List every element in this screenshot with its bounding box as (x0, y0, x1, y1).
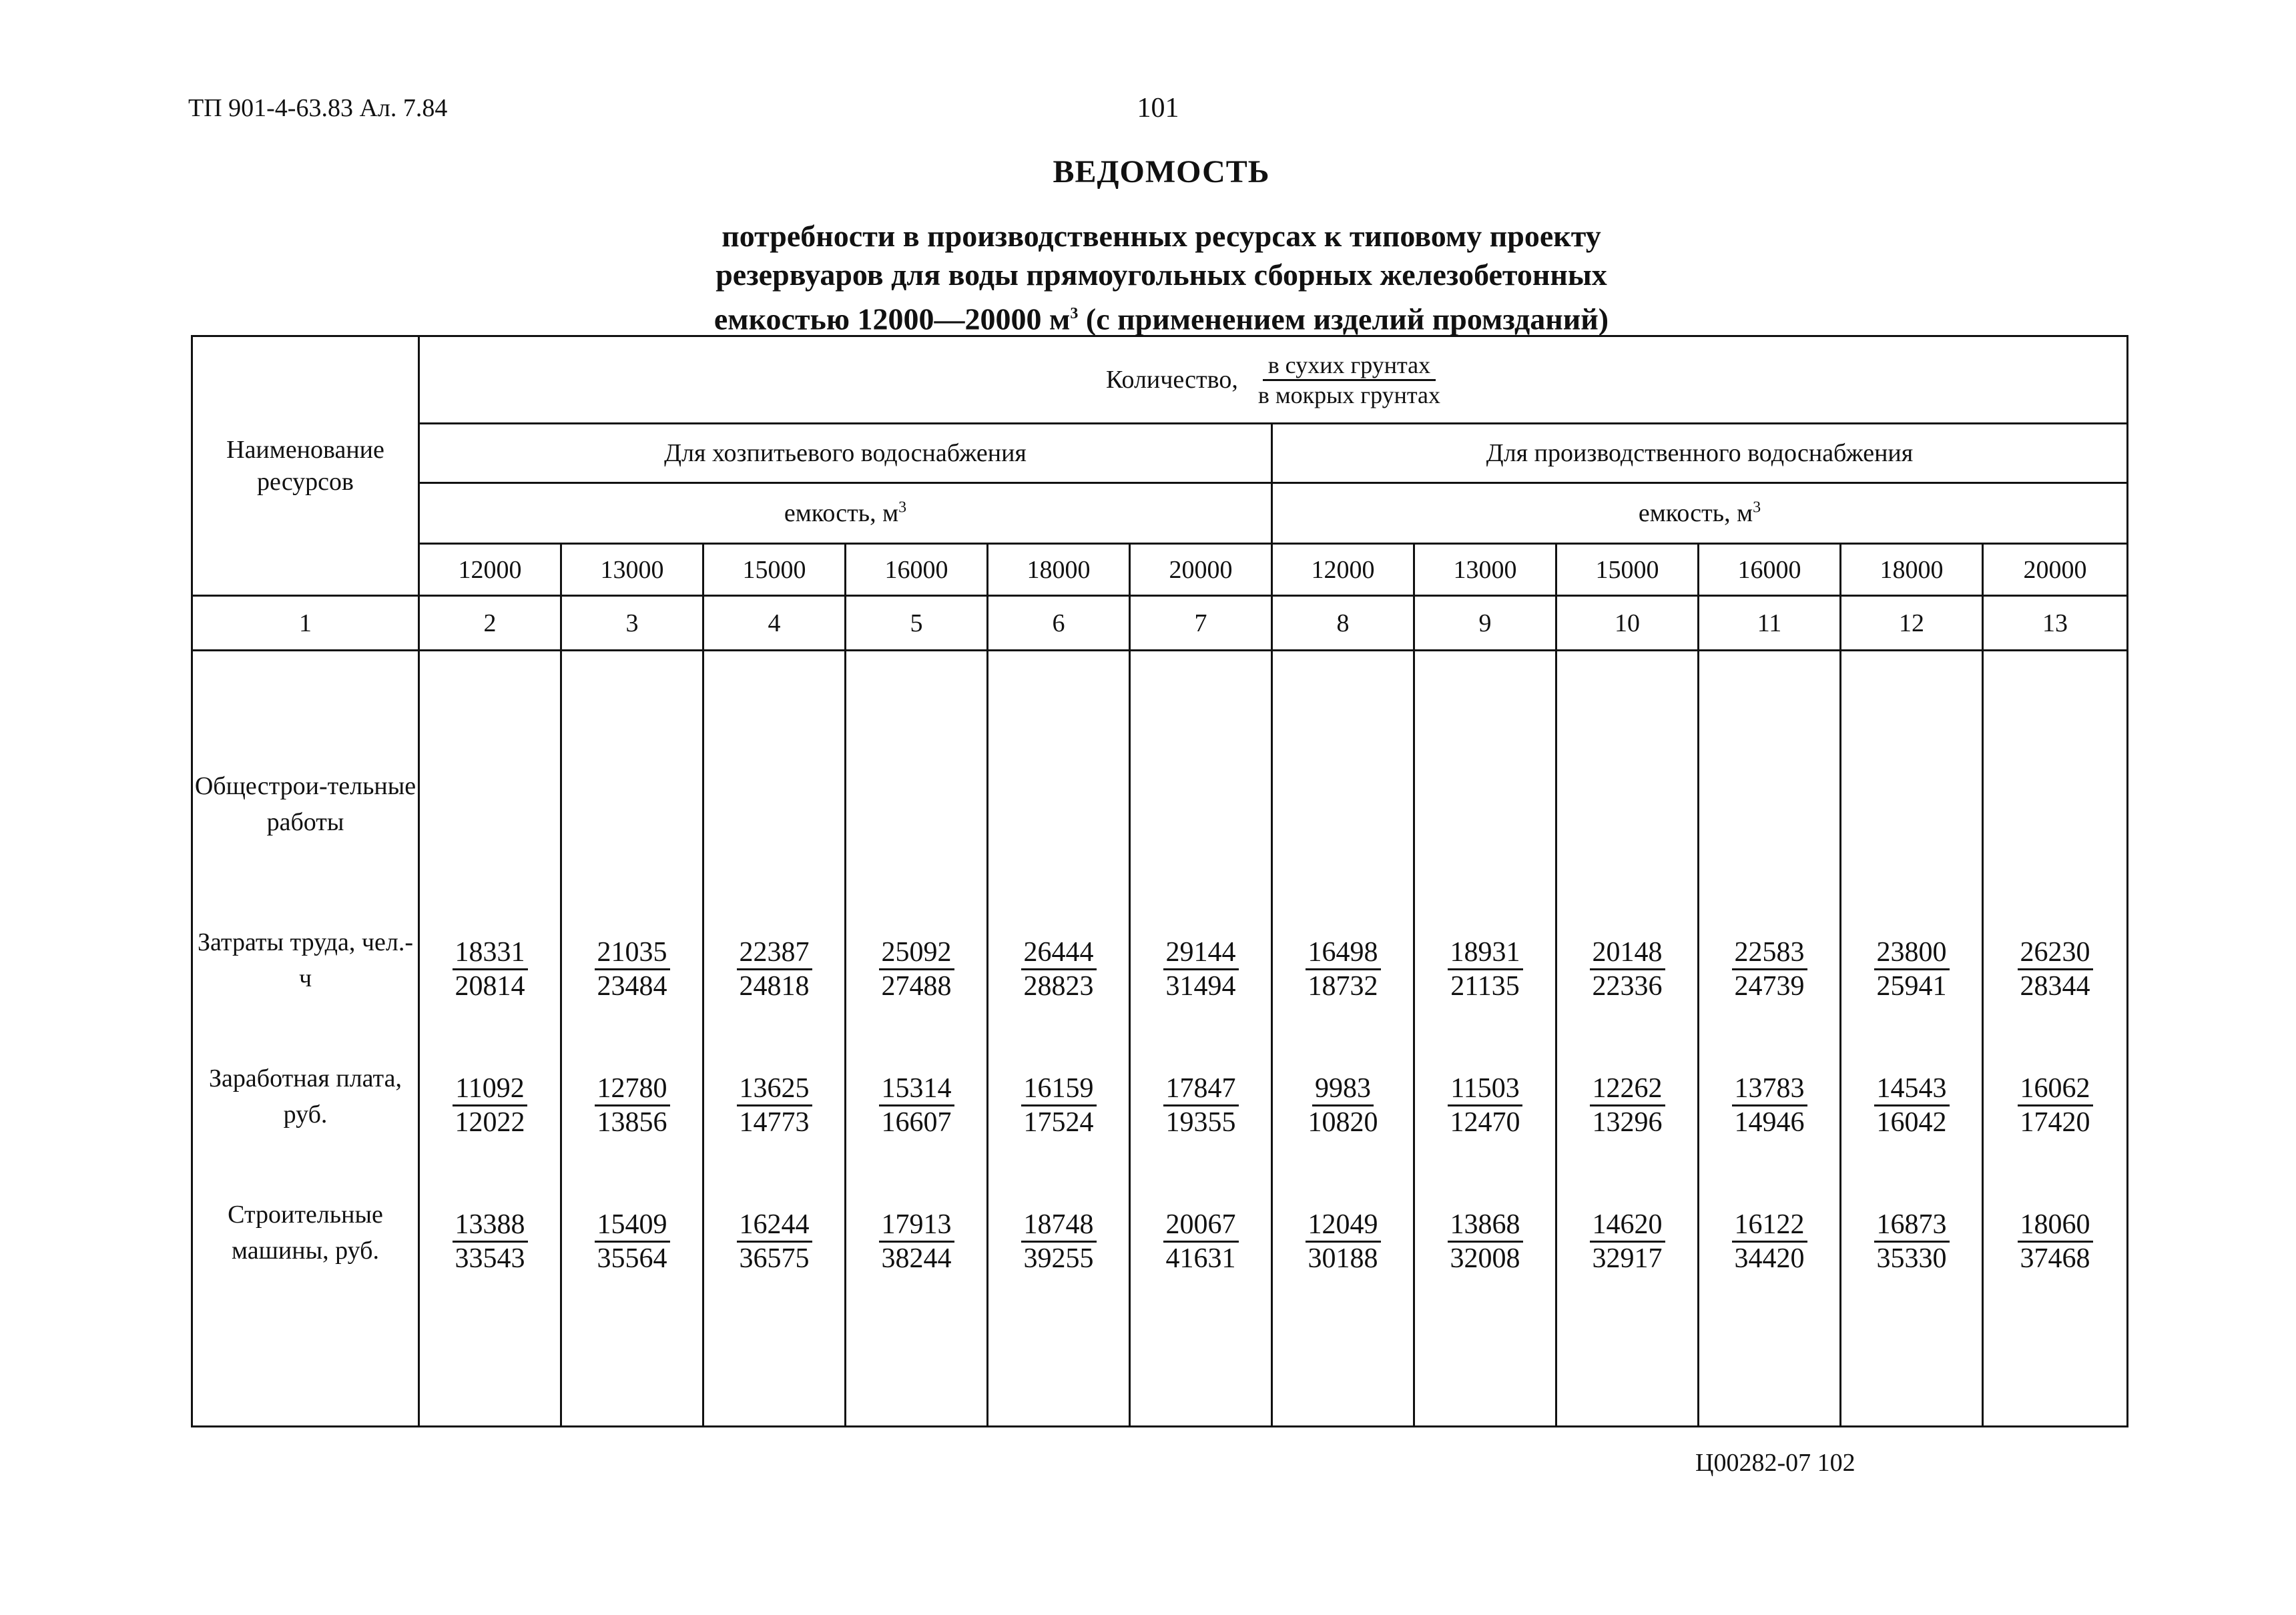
value-dry: 16122 (1732, 1209, 1807, 1243)
value-wet: 16607 (881, 1107, 952, 1138)
value-dry: 11092 (453, 1072, 527, 1106)
value-fraction (2018, 1209, 2093, 1345)
value-dry: 13783 (1732, 1072, 1807, 1106)
quantity-label: Количество, (1106, 366, 1238, 394)
value-dry: 16159 (1021, 1072, 1097, 1106)
value-wet: 17420 (2020, 1107, 2090, 1138)
value-fraction (1590, 1209, 1665, 1345)
value-wet: 28344 (2020, 971, 2090, 1002)
value-wet: 13856 (597, 1107, 667, 1138)
value-wet: 28823 (1023, 971, 1094, 1002)
value-fraction (1163, 1209, 1239, 1345)
data-column (561, 651, 703, 1427)
value-wet: 33543 (455, 1243, 525, 1274)
data-column (1983, 651, 2128, 1427)
quantity-dry-label: в сухих грунтах (1263, 352, 1436, 381)
column-number: 11 (1699, 596, 1841, 651)
value-dry: 13388 (453, 1209, 528, 1243)
data-column (1556, 651, 1699, 1427)
column-number: 4 (703, 596, 846, 651)
value-wet: 30188 (1308, 1243, 1378, 1274)
column-number: 5 (846, 596, 988, 651)
data-column (1841, 651, 1983, 1427)
value-dry: 15409 (595, 1209, 670, 1243)
capacity-header-industrial: емкость, $м^3$ (1272, 483, 2128, 544)
title-block (334, 153, 1989, 338)
value-dry: 16873 (1874, 1209, 1950, 1243)
value-fraction (1448, 1209, 1523, 1345)
quantity-wet-label: в мокрых грунтах (1257, 381, 1441, 408)
value-wet: 36575 (739, 1243, 810, 1274)
value-fraction (1021, 1209, 1097, 1345)
value-fraction (737, 936, 812, 1072)
value-dry: 12262 (1590, 1072, 1665, 1106)
value-dry: 16244 (737, 1209, 812, 1243)
value-wet: 13296 (1592, 1107, 1663, 1138)
value-dry: 20067 (1163, 1209, 1239, 1243)
resource-name: Затраты труда, чел.-ч (198, 928, 413, 992)
resource-names-column (192, 651, 419, 1427)
value-fraction (1732, 1072, 1807, 1209)
value-dry: 20148 (1590, 936, 1665, 970)
value-dry: 13868 (1448, 1209, 1523, 1243)
value-fraction (1163, 1072, 1239, 1209)
value-fraction (1021, 936, 1097, 1072)
title-line-3: емкостью 12000—20000 $м^3$ (с применением изделий промзданий) (713, 302, 1609, 336)
volume-header: 18000 (1841, 544, 1983, 596)
capacity-header-domestic: емкость, $м^3$ (419, 483, 1272, 544)
value-fraction (453, 1209, 528, 1345)
value-fraction (1163, 936, 1239, 1072)
volume-header: 16000 (846, 544, 988, 596)
document-code: ТП 901-4-63.83 Ал. 7.84 (188, 94, 448, 122)
value-fraction (1590, 936, 1665, 1072)
value-fraction (595, 1072, 670, 1209)
value-wet: 12022 (455, 1107, 525, 1138)
value-fraction (595, 936, 670, 1072)
value-wet: 14773 (739, 1107, 810, 1138)
value-wet: 35330 (1876, 1243, 1947, 1274)
column-number: 2 (419, 596, 561, 651)
value-dry: 16498 (1306, 936, 1381, 970)
value-dry: 18931 (1448, 936, 1523, 970)
value-fraction (453, 1072, 527, 1209)
value-wet: 17524 (1023, 1107, 1094, 1138)
value-fraction (453, 936, 528, 1072)
value-dry: 9983 (1312, 1072, 1374, 1106)
value-fraction (737, 1072, 812, 1209)
data-column (1699, 651, 1841, 1427)
column-number: 9 (1414, 596, 1556, 651)
column-number: 3 (561, 596, 703, 651)
value-wet: 32917 (1592, 1243, 1663, 1274)
section-label: Общестрои-тельные работы (194, 772, 416, 836)
volume-header: 13000 (1414, 544, 1556, 596)
volume-header: 20000 (1130, 544, 1272, 596)
volume-header: 20000 (1983, 544, 2128, 596)
value-wet: 37468 (2020, 1243, 2090, 1274)
value-dry: 25092 (879, 936, 954, 970)
value-dry: 14620 (1590, 1209, 1665, 1243)
value-fraction (1590, 1072, 1665, 1209)
volume-header: 16000 (1699, 544, 1841, 596)
quantity-header (419, 336, 2128, 424)
value-fraction (2018, 936, 2093, 1072)
value-dry: 13625 (737, 1072, 812, 1106)
group-domestic-header: Для хозпитьевого водоснабжения (419, 424, 1272, 483)
data-column (1414, 651, 1556, 1427)
value-wet: 41631 (1165, 1243, 1236, 1274)
resource-table (191, 335, 2128, 1427)
value-wet: 14946 (1734, 1107, 1805, 1138)
value-fraction (1021, 1072, 1097, 1209)
value-fraction (1308, 1072, 1378, 1209)
value-dry: 18748 (1021, 1209, 1097, 1243)
column-number: 1 (192, 596, 419, 651)
value-dry: 21035 (595, 936, 670, 970)
column-number: 7 (1130, 596, 1272, 651)
volume-header: 12000 (419, 544, 561, 596)
value-wet: 12470 (1450, 1107, 1520, 1138)
value-fraction (879, 1072, 954, 1209)
data-column (1130, 651, 1272, 1427)
volume-header: 12000 (1272, 544, 1414, 596)
data-column (419, 651, 561, 1427)
value-fraction (595, 1209, 670, 1345)
value-fraction (879, 936, 954, 1072)
data-column (1272, 651, 1414, 1427)
value-wet: 24818 (739, 971, 810, 1002)
value-wet: 18732 (1308, 971, 1378, 1002)
value-fraction (1732, 1209, 1807, 1345)
value-dry: 23800 (1874, 936, 1950, 970)
value-fraction (1448, 1072, 1522, 1209)
resource-name: Заработная плата, руб. (208, 1064, 402, 1128)
column-number: 10 (1556, 596, 1699, 651)
value-wet: 38244 (881, 1243, 952, 1274)
value-dry: 17913 (879, 1209, 954, 1243)
value-wet: 31494 (1165, 971, 1236, 1002)
value-fraction (1874, 1072, 1950, 1209)
value-fraction (1306, 936, 1381, 1072)
column-number: 8 (1272, 596, 1414, 651)
value-wet: 39255 (1023, 1243, 1094, 1274)
value-dry: 16062 (2018, 1072, 2093, 1106)
column-number: 12 (1841, 596, 1983, 651)
value-wet: 16042 (1876, 1107, 1947, 1138)
value-dry: 15314 (879, 1072, 954, 1106)
value-dry: 22387 (737, 936, 812, 970)
data-column (988, 651, 1130, 1427)
value-fraction (2018, 1072, 2093, 1209)
value-dry: 29144 (1163, 936, 1239, 970)
value-dry: 26230 (2018, 936, 2093, 970)
title-main: ВЕДОМОСТЬ (1053, 154, 1270, 190)
value-wet: 34420 (1734, 1243, 1805, 1274)
value-dry: 12780 (595, 1072, 670, 1106)
value-fraction (1874, 936, 1950, 1072)
value-dry: 17847 (1163, 1072, 1239, 1106)
volume-header: 15000 (1556, 544, 1699, 596)
resource-name: Строительные машины, руб. (228, 1201, 383, 1265)
value-dry: 12049 (1306, 1209, 1381, 1243)
value-dry: 22583 (1732, 936, 1807, 970)
value-wet: 10820 (1308, 1107, 1378, 1138)
title-line-1: потребности в производственных ресурсах к типовому проекту (722, 219, 1601, 253)
value-dry: 18060 (2018, 1209, 2093, 1243)
value-fraction (1732, 936, 1807, 1072)
column-number: 13 (1983, 596, 2128, 651)
value-wet: 27488 (881, 971, 952, 1002)
value-fraction (737, 1209, 812, 1345)
resource-name-header: Наименование ресурсов (192, 336, 419, 596)
title-line-2: резервуаров для воды прямоугольных сборных железобетонных (715, 258, 1607, 292)
quantity-fraction (1258, 352, 1440, 408)
volume-header: 13000 (561, 544, 703, 596)
group-industrial-header: Для производственного водоснабжения (1272, 424, 2128, 483)
value-wet: 19355 (1165, 1107, 1236, 1138)
page-number: 101 (1137, 93, 1179, 123)
value-dry: 26444 (1021, 936, 1097, 970)
footer-code: Ц00282-07 102 (1695, 1449, 1855, 1477)
volume-header: 18000 (988, 544, 1130, 596)
value-wet: 21135 (1450, 971, 1520, 1002)
volume-header: 15000 (703, 544, 846, 596)
value-wet: 22336 (1592, 971, 1663, 1002)
value-wet: 35564 (597, 1243, 667, 1274)
value-fraction (1448, 936, 1523, 1072)
value-wet: 23484 (597, 971, 667, 1002)
value-fraction (1874, 1209, 1950, 1345)
value-wet: 32008 (1450, 1243, 1520, 1274)
value-dry: 11503 (1448, 1072, 1522, 1106)
data-column (846, 651, 988, 1427)
value-dry: 18331 (453, 936, 528, 970)
value-wet: 20814 (455, 971, 525, 1002)
value-wet: 24739 (1734, 971, 1805, 1002)
column-number: 6 (988, 596, 1130, 651)
value-dry: 14543 (1874, 1072, 1950, 1106)
data-column (703, 651, 846, 1427)
value-fraction (1306, 1209, 1381, 1345)
value-fraction (879, 1209, 954, 1345)
value-wet: 25941 (1876, 971, 1947, 1002)
